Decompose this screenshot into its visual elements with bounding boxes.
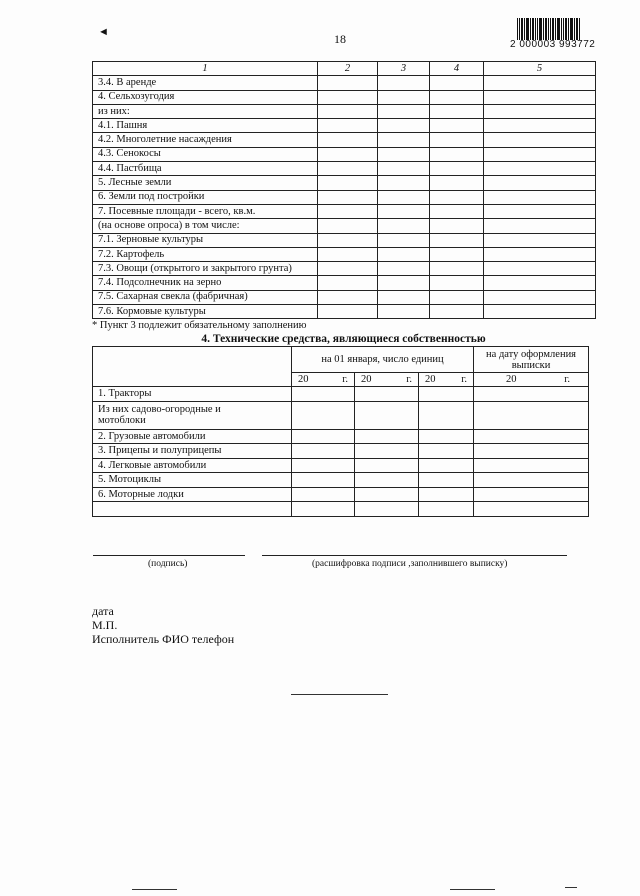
tech-value-cell[interactable] xyxy=(474,401,589,429)
tech-table-row xyxy=(93,473,589,488)
tech-row-label: 4. Легковые автомобили xyxy=(93,458,292,473)
tech-row-label: 5. Мотоциклы xyxy=(93,473,292,488)
land-row-label: 6. Земли под постройки xyxy=(93,190,318,204)
tech-value-cell[interactable] xyxy=(292,429,355,444)
land-value-cell[interactable] xyxy=(318,90,378,104)
tech-value-cell[interactable] xyxy=(355,429,419,444)
tech-value-cell[interactable] xyxy=(355,473,419,488)
land-value-cell[interactable] xyxy=(378,247,430,261)
tech-value-cell[interactable] xyxy=(292,502,355,517)
land-value-cell[interactable] xyxy=(430,219,484,233)
divider-line xyxy=(291,694,388,695)
land-value-cell[interactable] xyxy=(484,119,596,133)
tech-value-cell[interactable] xyxy=(292,487,355,502)
land-value-cell[interactable] xyxy=(430,147,484,161)
land-value-cell[interactable] xyxy=(378,219,430,233)
tech-value-cell[interactable] xyxy=(419,387,474,402)
land-table-row xyxy=(93,76,596,90)
land-value-cell[interactable] xyxy=(378,305,430,319)
tech-row-label: 6. Моторные лодки xyxy=(93,487,292,502)
land-table-row xyxy=(93,133,596,147)
land-value-cell[interactable] xyxy=(318,104,378,118)
land-value-cell[interactable] xyxy=(318,276,378,290)
year-cell: 20 г. xyxy=(419,373,474,387)
tech-value-cell[interactable] xyxy=(419,444,474,459)
corner-mark: ◄ xyxy=(98,26,109,38)
land-table-header xyxy=(93,62,596,76)
land-row-label: 4.4. Пастбища xyxy=(93,162,318,176)
land-value-cell[interactable] xyxy=(484,262,596,276)
land-value-cell[interactable] xyxy=(484,133,596,147)
tech-table-row xyxy=(93,487,589,502)
edge-mark xyxy=(132,889,177,890)
land-table-row xyxy=(93,219,596,233)
land-table-row xyxy=(93,305,596,319)
land-header-cell: 4 xyxy=(430,62,484,76)
land-value-cell[interactable] xyxy=(378,76,430,90)
footnote: * Пункт 3 подлежит обязательному заполнению xyxy=(92,320,307,331)
land-value-cell[interactable] xyxy=(318,262,378,276)
land-value-cell[interactable] xyxy=(430,290,484,304)
land-value-cell[interactable] xyxy=(378,204,430,218)
land-table-row xyxy=(93,119,596,133)
land-value-cell[interactable] xyxy=(378,119,430,133)
land-value-cell[interactable] xyxy=(430,233,484,247)
land-value-cell[interactable] xyxy=(378,262,430,276)
tech-row-label xyxy=(93,502,292,517)
page-number: 18 xyxy=(334,32,346,46)
land-header-cell: 2 xyxy=(318,62,378,76)
land-value-cell[interactable] xyxy=(318,204,378,218)
land-row-label: 7.3. Овощи (открытого и закрытого грунта) xyxy=(93,262,318,276)
signature-caption: (подпись) xyxy=(148,559,188,569)
land-value-cell[interactable] xyxy=(484,305,596,319)
tech-value-cell[interactable] xyxy=(419,401,474,429)
tech-value-cell[interactable] xyxy=(355,387,419,402)
land-header-cell: 3 xyxy=(378,62,430,76)
tech-header-jan: на 01 января, число единиц xyxy=(292,347,474,373)
land-value-cell[interactable] xyxy=(484,104,596,118)
tech-row-label: Из них садово-огородные и мотоблоки xyxy=(93,401,292,429)
land-row-label: 4.3. Сенокосы xyxy=(93,147,318,161)
tech-table xyxy=(92,346,589,517)
year-cell: 20 г. xyxy=(355,373,419,387)
tech-header-date: на дату оформления выписки xyxy=(474,347,589,373)
land-table xyxy=(92,61,596,319)
land-value-cell[interactable] xyxy=(318,233,378,247)
executor-label: Исполнитель ФИО телефон xyxy=(92,632,235,646)
barcode-number: 2 000003 993772 xyxy=(510,39,596,50)
land-value-cell[interactable] xyxy=(430,204,484,218)
tech-table-row xyxy=(93,387,589,402)
tech-value-cell[interactable] xyxy=(474,502,589,517)
signature-decode-line[interactable] xyxy=(262,555,567,556)
signature-decode-caption: (расшифровка подписи ,заполнившего выписку) xyxy=(312,559,508,569)
land-value-cell[interactable] xyxy=(484,162,596,176)
land-value-cell[interactable] xyxy=(318,219,378,233)
tech-value-cell[interactable] xyxy=(419,502,474,517)
land-value-cell[interactable] xyxy=(378,176,430,190)
land-value-cell[interactable] xyxy=(430,190,484,204)
tech-value-cell[interactable] xyxy=(292,444,355,459)
land-value-cell[interactable] xyxy=(318,162,378,176)
tech-value-cell[interactable] xyxy=(474,473,589,488)
tech-value-cell[interactable] xyxy=(419,473,474,488)
land-table-row xyxy=(93,233,596,247)
year-cell: 20 г. xyxy=(474,373,589,387)
land-value-cell[interactable] xyxy=(378,190,430,204)
tech-row-label: 2. Грузовые автомобили xyxy=(93,429,292,444)
land-row-label: 3.4. В аренде xyxy=(93,76,318,90)
land-value-cell[interactable] xyxy=(378,133,430,147)
land-value-cell[interactable] xyxy=(318,247,378,261)
land-value-cell[interactable] xyxy=(430,133,484,147)
section-title: 4. Технические средства, являющиеся собственностью xyxy=(201,333,486,345)
land-table-row xyxy=(93,104,596,118)
tech-value-cell[interactable] xyxy=(355,458,419,473)
tech-value-cell[interactable] xyxy=(474,458,589,473)
land-table-row xyxy=(93,176,596,190)
tech-value-cell[interactable] xyxy=(355,401,419,429)
land-value-cell[interactable] xyxy=(430,162,484,176)
tech-value-cell[interactable] xyxy=(474,387,589,402)
land-value-cell[interactable] xyxy=(318,290,378,304)
land-row-label: 7.2. Картофель xyxy=(93,247,318,261)
land-table-row xyxy=(93,290,596,304)
tech-value-cell[interactable] xyxy=(292,458,355,473)
tech-table-row xyxy=(93,458,589,473)
land-value-cell[interactable] xyxy=(484,219,596,233)
tech-value-cell[interactable] xyxy=(474,429,589,444)
land-value-cell[interactable] xyxy=(430,262,484,276)
land-value-cell[interactable] xyxy=(378,90,430,104)
land-row-label: 7.6. Кормовые культуры xyxy=(93,305,318,319)
tech-value-cell[interactable] xyxy=(419,458,474,473)
land-value-cell[interactable] xyxy=(484,204,596,218)
tech-table-row xyxy=(93,429,589,444)
tech-table-row xyxy=(93,502,589,517)
land-table-row xyxy=(93,247,596,261)
land-value-cell[interactable] xyxy=(484,290,596,304)
tech-row-label: 3. Прицепы и полуприцепы xyxy=(93,444,292,459)
land-value-cell[interactable] xyxy=(484,176,596,190)
land-value-cell[interactable] xyxy=(430,305,484,319)
land-row-label: (на основе опроса) в том числе: xyxy=(93,219,318,233)
tech-value-cell[interactable] xyxy=(474,487,589,502)
barcode xyxy=(517,18,581,40)
tech-value-cell[interactable] xyxy=(292,401,355,429)
land-value-cell[interactable] xyxy=(430,176,484,190)
land-value-cell[interactable] xyxy=(378,162,430,176)
land-value-cell[interactable] xyxy=(318,133,378,147)
land-value-cell[interactable] xyxy=(430,119,484,133)
year-cell: 20 г. xyxy=(292,373,355,387)
land-table-row xyxy=(93,262,596,276)
land-value-cell[interactable] xyxy=(378,104,430,118)
tech-table-row xyxy=(93,401,589,429)
tech-value-cell[interactable] xyxy=(355,502,419,517)
date-label: дата xyxy=(92,604,114,618)
land-value-cell[interactable] xyxy=(378,147,430,161)
land-value-cell[interactable] xyxy=(430,276,484,290)
land-row-label: 7.4. Подсолнечник на зерно xyxy=(93,276,318,290)
land-value-cell[interactable] xyxy=(430,247,484,261)
land-value-cell[interactable] xyxy=(378,276,430,290)
tech-header-blank xyxy=(93,347,292,387)
tech-table-row xyxy=(93,444,589,459)
land-value-cell[interactable] xyxy=(318,176,378,190)
land-table-row xyxy=(93,90,596,104)
land-row-label: из них: xyxy=(93,104,318,118)
edge-mark xyxy=(565,887,577,888)
land-value-cell[interactable] xyxy=(318,119,378,133)
tech-value-cell[interactable] xyxy=(419,429,474,444)
land-value-cell[interactable] xyxy=(318,76,378,90)
land-row-label: 4.2. Многолетние насаждения xyxy=(93,133,318,147)
land-value-cell[interactable] xyxy=(318,190,378,204)
land-value-cell[interactable] xyxy=(484,90,596,104)
tech-value-cell[interactable] xyxy=(292,473,355,488)
tech-value-cell[interactable] xyxy=(474,444,589,459)
land-value-cell[interactable] xyxy=(318,305,378,319)
tech-row-label: 1. Тракторы xyxy=(93,387,292,402)
land-value-cell[interactable] xyxy=(484,76,596,90)
land-table-row xyxy=(93,276,596,290)
tech-value-cell[interactable] xyxy=(419,487,474,502)
land-value-cell[interactable] xyxy=(318,147,378,161)
land-value-cell[interactable] xyxy=(484,233,596,247)
land-row-label: 7.5. Сахарная свекла (фабричная) xyxy=(93,290,318,304)
tech-value-cell[interactable] xyxy=(355,487,419,502)
land-table-row xyxy=(93,190,596,204)
land-value-cell[interactable] xyxy=(430,76,484,90)
land-row-label: 7.1. Зерновые культуры xyxy=(93,233,318,247)
land-value-cell[interactable] xyxy=(484,190,596,204)
land-value-cell[interactable] xyxy=(430,104,484,118)
land-header-cell: 5 xyxy=(484,62,596,76)
land-value-cell[interactable] xyxy=(378,290,430,304)
land-value-cell[interactable] xyxy=(430,90,484,104)
tech-value-cell[interactable] xyxy=(292,387,355,402)
signature-line[interactable] xyxy=(93,555,245,556)
land-value-cell[interactable] xyxy=(484,276,596,290)
land-row-label: 4.1. Пашня xyxy=(93,119,318,133)
land-row-label: 5. Лесные земли xyxy=(93,176,318,190)
land-table-row xyxy=(93,147,596,161)
land-row-label: 7. Посевные площади - всего, кв.м. xyxy=(93,204,318,218)
land-value-cell[interactable] xyxy=(378,233,430,247)
land-header-cell: 1 xyxy=(93,62,318,76)
edge-mark xyxy=(450,889,495,890)
land-row-label: 4. Сельхозугодия xyxy=(93,90,318,104)
land-value-cell[interactable] xyxy=(484,247,596,261)
stamp-label: М.П. xyxy=(92,618,118,632)
land-value-cell[interactable] xyxy=(484,147,596,161)
tech-value-cell[interactable] xyxy=(355,444,419,459)
land-table-row xyxy=(93,162,596,176)
land-table-row xyxy=(93,204,596,218)
